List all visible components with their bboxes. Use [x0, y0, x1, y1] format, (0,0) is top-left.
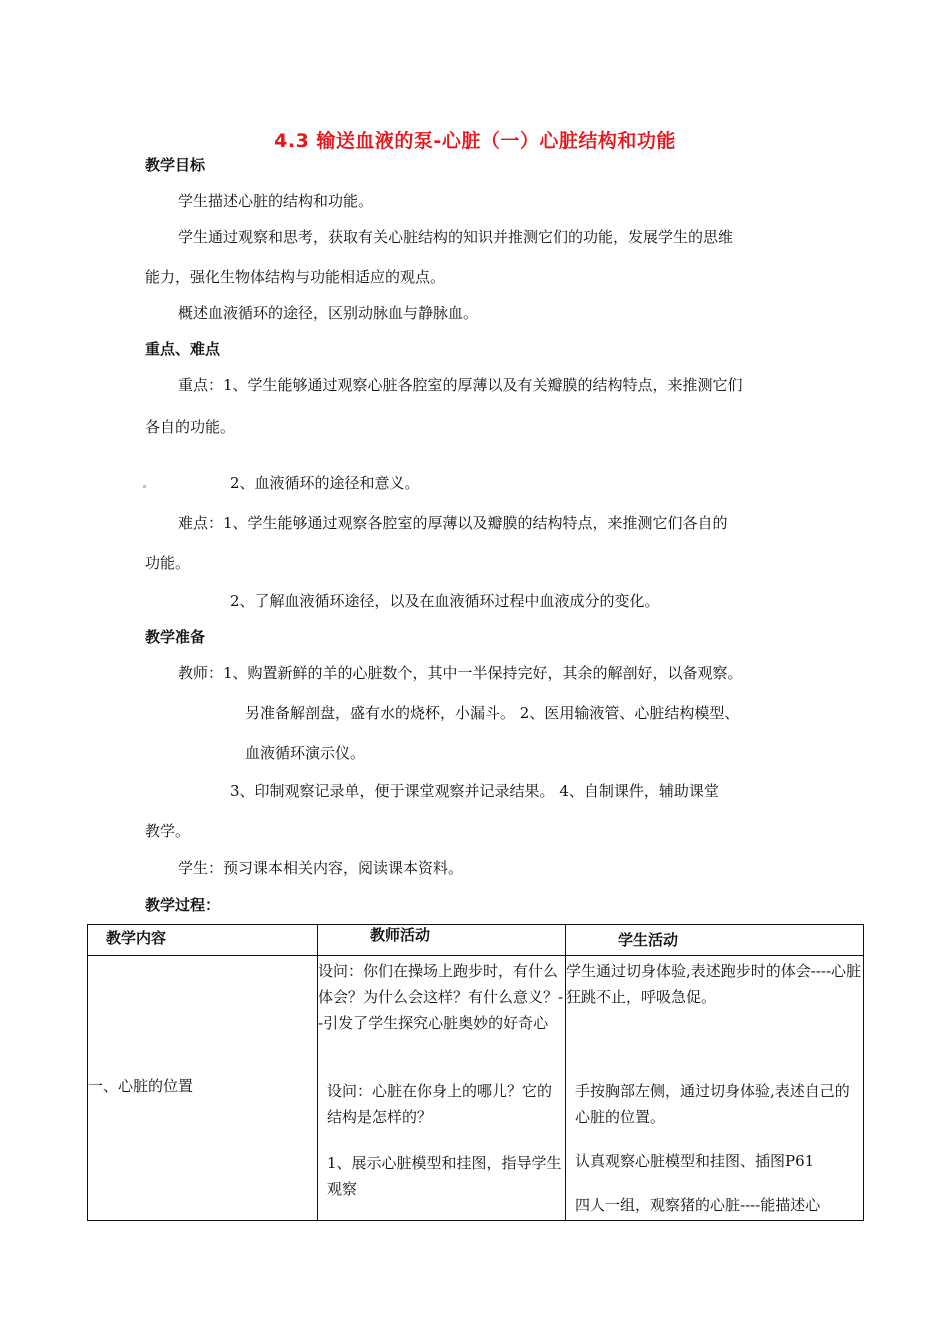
table-header-row	[88, 925, 864, 956]
speck-mark	[143, 485, 146, 488]
teaching-process-table	[87, 924, 864, 1221]
key-point-1-line-1: 重点：1、学生能够通过观察心脏各腔室的厚薄以及有关瓣膜的结构特点，来推测它们	[178, 376, 743, 394]
difficulty-2: 2、了解血液循环途径，以及在血液循环过程中血液成分的变化。	[230, 592, 660, 610]
header-cell-content: 教学内容	[88, 925, 318, 956]
student-activity-1: 学生通过切身体验,表述跑步时的体会----心脏狂跳不止，呼吸急促。	[566, 962, 862, 1006]
content-cell	[88, 956, 318, 1221]
content-position: 一、心脏的位置	[88, 1077, 194, 1095]
goal-2-line-1: 学生通过观察和思考，获取有关心脏结构的知识并推测它们的功能，发展学生的思维	[178, 228, 734, 246]
student-activity-4: 四人一组，观察猪的心脏----能描述心	[575, 1196, 821, 1214]
prep-teacher-line-1: 教师：1、购置新鲜的羊的心脏数个，其中一半保持完好，其余的解剖好，以备观察。	[178, 664, 743, 682]
goal-2-line-2: 能力，强化生物体结构与功能相适应的观点。	[145, 268, 446, 286]
section-heading-process: 教学过程：	[145, 896, 221, 914]
prep-teacher-line-5: 教学。	[145, 822, 191, 840]
section-heading-key: 重点、难点	[145, 340, 221, 358]
prep-teacher-line-3: 血液循环演示仪。	[245, 744, 366, 762]
teacher-activity-cell	[318, 956, 566, 1221]
prep-teacher-line-4: 3、印制观察记录单，便于课堂观察并记录结果。 4、自制课件，辅助课堂	[230, 782, 719, 800]
goal-3: 概述血液循环的途径，区别动脉血与静脉血。	[178, 304, 479, 322]
difficulty-1-line-1: 难点：1、学生能够通过观察各腔室的厚薄以及瓣膜的结构特点，来推测它们各自的	[178, 514, 728, 532]
goal-1: 学生描述心脏的结构和功能。	[178, 192, 374, 210]
student-activity-cell	[566, 956, 864, 1221]
difficulty-1-line-2: 功能。	[145, 554, 191, 572]
header-cell-teacher: 教师活动	[318, 925, 566, 956]
key-point-2: 2、血液循环的途径和意义。	[230, 474, 420, 492]
prep-teacher-line-2: 另准备解剖盘，盛有水的烧杯，小漏斗。 2、医用输液管、心脏结构模型、	[245, 704, 740, 722]
header-cell-student: 学生活动	[566, 925, 864, 956]
page-title: 4.3 输送血液的泵-心脏（一）心脏结构和功能	[274, 130, 676, 152]
prep-student: 学生：预习课本相关内容，阅读课本资料。	[178, 859, 464, 877]
key-point-1-line-2: 各自的功能。	[145, 418, 236, 436]
teacher-activity-1: 设问：你们在操场上跑步时，有什么体会？为什么会这样？有什么意义？--引发了学生探究心脏奥妙的好奇心	[318, 962, 564, 1032]
teacher-activity-3: 1、展示心脏模型和挂图，指导学生观察	[327, 1154, 562, 1198]
section-heading-goals: 教学目标	[145, 156, 206, 174]
student-activity-2: 手按胸部左侧，通过切身体验,表述自己的心脏的位置。	[575, 1082, 850, 1126]
teacher-activity-2: 设问：心脏在你身上的哪儿？它的结构是怎样的？	[327, 1082, 553, 1126]
table-row	[88, 956, 864, 1221]
student-activity-3: 认真观察心脏模型和挂图、插图P61	[575, 1152, 815, 1170]
section-heading-prep: 教学准备	[145, 628, 206, 646]
